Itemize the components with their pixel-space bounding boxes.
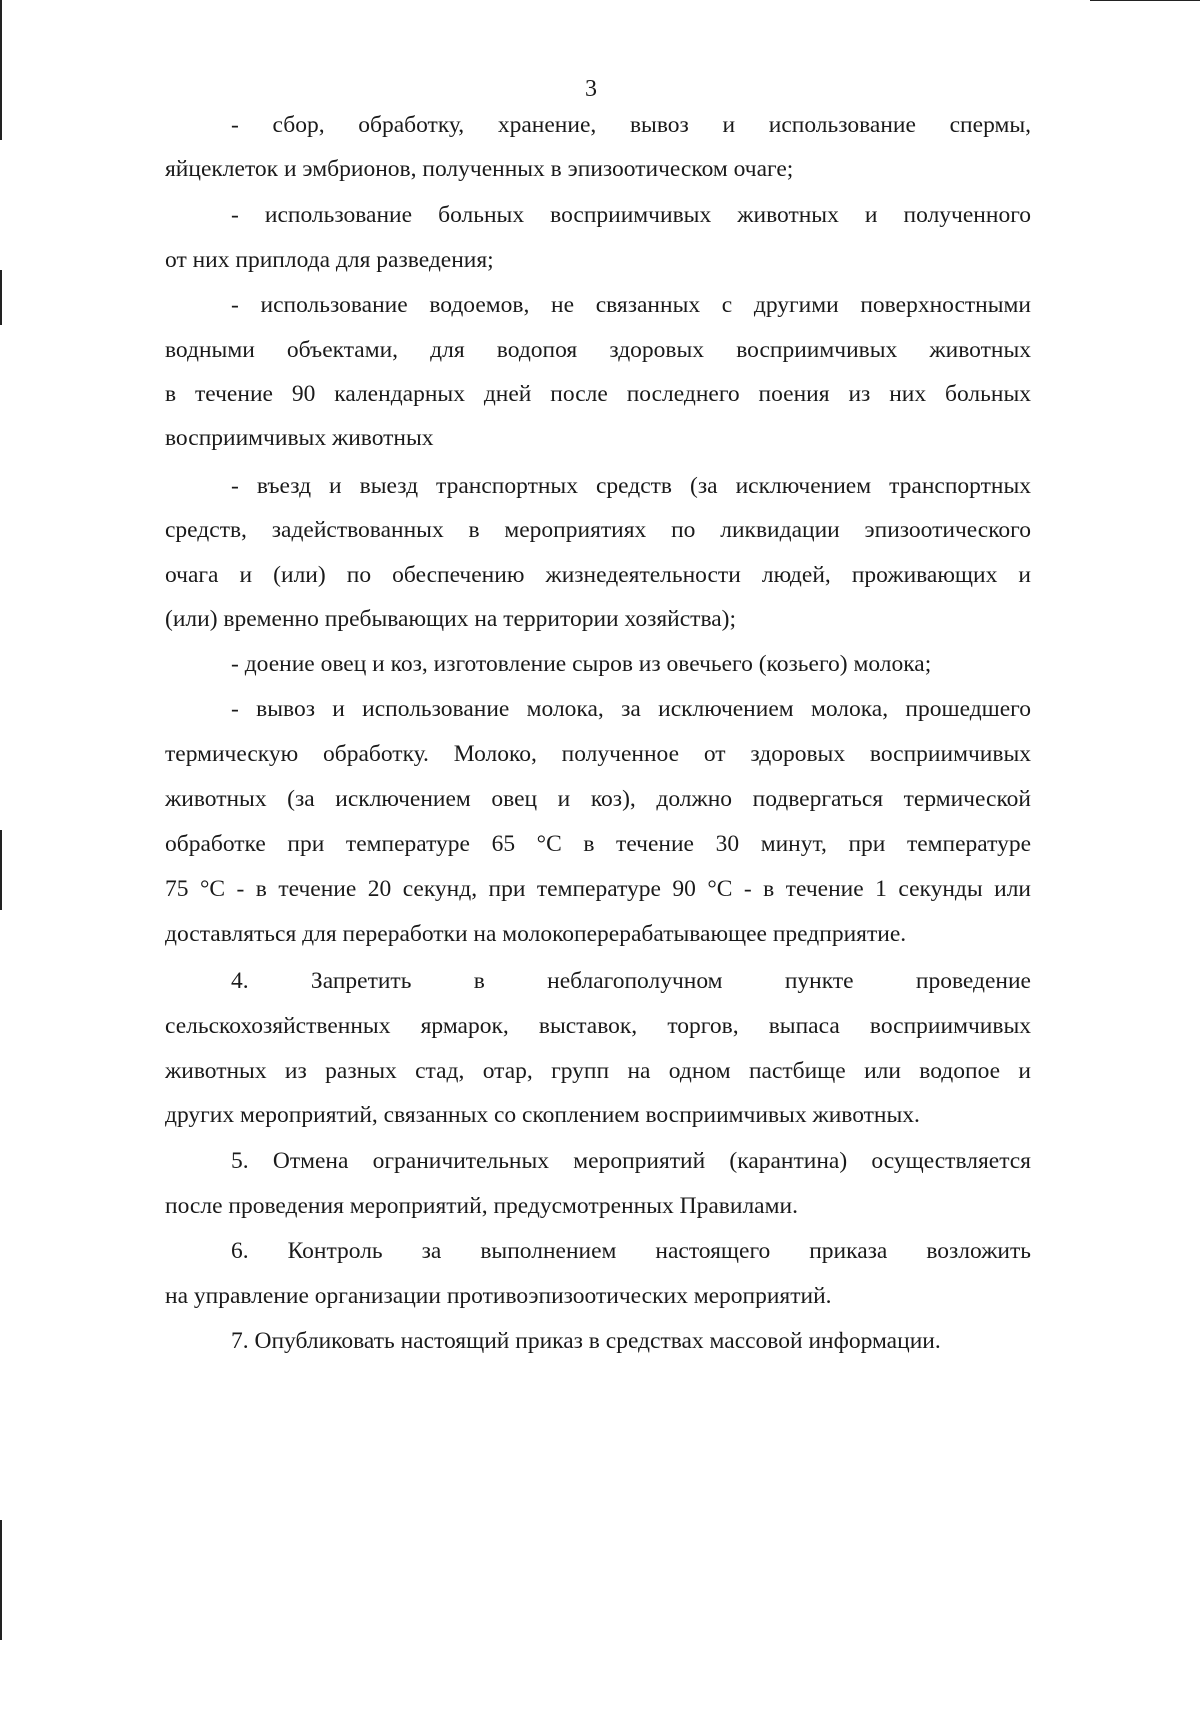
page-number: 3 bbox=[585, 76, 597, 102]
text-line: 7. Опубликовать настоящий приказ в средствах массовой информации. bbox=[231, 1328, 941, 1354]
text-line: от них приплода для разведения; bbox=[165, 247, 494, 273]
scan-edge-mark bbox=[0, 270, 2, 325]
scan-edge-mark bbox=[1090, 0, 1200, 1]
text-line: - доение овец и коз, изготовление сыров из овечьего (козьего) молока; bbox=[231, 651, 932, 677]
text-line: обработке при температуре 65 °С в течение 30 минут, при температуре bbox=[165, 831, 1031, 857]
text-line: 6. Контроль за выполнением настоящего приказа возложить bbox=[231, 1238, 1031, 1264]
text-line: других мероприятий, связанных со скоплением восприимчивых животных. bbox=[165, 1102, 920, 1128]
text-line: на управление организации противоэпизоотических мероприятий. bbox=[165, 1283, 832, 1309]
scan-edge-mark bbox=[0, 1520, 2, 1640]
text-line: животных (за исключением овец и коз), должно подвергаться термической bbox=[165, 786, 1031, 812]
text-line: доставляться для переработки на молокоперерабатывающее предприятие. bbox=[165, 921, 907, 947]
scan-edge-mark bbox=[0, 0, 2, 140]
text-line: средств, задействованных в мероприятиях по ликвидации эпизоотического bbox=[165, 517, 1031, 543]
text-line: сельскохозяйственных ярмарок, выставок, торгов, выпаса восприимчивых bbox=[165, 1013, 1031, 1039]
text-line: очага и (или) по обеспечению жизнедеятельности людей, проживающих и bbox=[165, 562, 1031, 588]
text-line: - сбор, обработку, хранение, вывоз и использование спермы, bbox=[231, 112, 1031, 138]
text-line: водными объектами, для водопоя здоровых восприимчивых животных bbox=[165, 337, 1031, 363]
scan-edge-mark bbox=[0, 830, 2, 910]
text-line: 75 °С - в течение 20 секунд, при температуре 90 °С - в течение 1 секунды или bbox=[165, 876, 1031, 902]
text-line: (или) временно пребывающих на территории хозяйства); bbox=[165, 606, 737, 632]
text-line: - вывоз и использование молока, за исключением молока, прошедшего bbox=[231, 696, 1031, 722]
text-line: восприимчивых животных bbox=[165, 425, 434, 451]
text-line: после проведения мероприятий, предусмотренных Правилами. bbox=[165, 1193, 798, 1219]
text-line: - въезд и выезд транспортных средств (за исключением транспортных bbox=[231, 473, 1031, 499]
text-line: 5. Отмена ограничительных мероприятий (карантина) осуществляется bbox=[231, 1148, 1031, 1174]
text-line: термическую обработку. Молоко, полученное от здоровых восприимчивых bbox=[165, 741, 1031, 767]
text-line: животных из разных стад, отар, групп на одном пастбище или водопое и bbox=[165, 1058, 1031, 1084]
text-line: яйцеклеток и эмбрионов, полученных в эпизоотическом очаге; bbox=[165, 156, 794, 182]
text-line: в течение 90 календарных дней после последнего поения из них больных bbox=[165, 381, 1031, 407]
text-line: 4. Запретить в неблагополучном пункте проведение bbox=[231, 968, 1031, 994]
text-line: - использование больных восприимчивых животных и полученного bbox=[231, 202, 1031, 228]
text-line: - использование водоемов, не связанных с другими поверхностными bbox=[231, 292, 1031, 318]
